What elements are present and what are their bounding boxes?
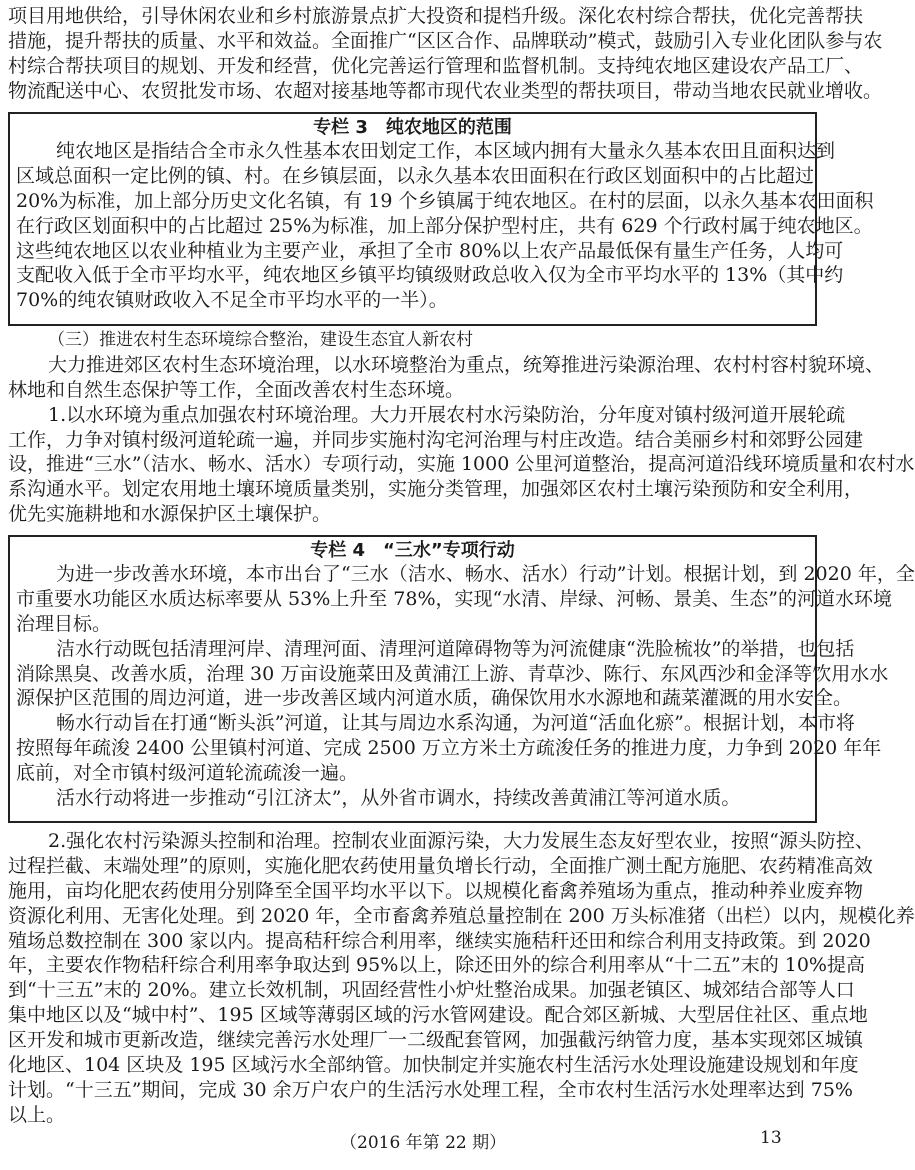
text-line: 为进一步改善水环境，本市出台了“三水（洁水、畅水、活水）行动”计划。根据计划，到 2020 年，全 — [56, 563, 915, 585]
page-number: 13 — [760, 1128, 782, 1148]
text-line: 20%为标准，加上部分历史文化名镇，有 19 个乡镇属于纯农地区。在村的层面，以永久基本农田面积 — [16, 189, 874, 212]
section-3-item-2 — [8, 829, 915, 1128]
box-3-title: 专栏 3 纯农地区的范围 — [313, 117, 512, 138]
text-line: 以上。 — [8, 1103, 66, 1126]
text-line: 2.强化农村污染源头控制和治理。控制农业面源污染，大力发展生态友好型农业，按照“源头防控、 — [48, 830, 874, 852]
box-4-title: 专栏 4 “三水”专项行动 — [310, 540, 515, 561]
box-4-paragraph — [16, 711, 882, 786]
text-line: 70%的纯农镇财政收入不足全市平均水平的一半）。 — [16, 289, 448, 312]
text-line: 集中地区以及“城中村”、195 区域等薄弱区域的污水管网建设。配合郊区新城、大型居住社区、重点地 — [8, 1004, 868, 1027]
text-line: 大力推进郊区农村生态环境治理，以水环境整治为重点，统筹推进污染源治理、农村村容村貌环境、 — [48, 353, 885, 376]
text-line: 畅水行动旨在打通“断头浜”河道，让其与周边水系沟通，为河道“活血化瘀”。根据计划，本市将 — [56, 712, 855, 735]
text-line: 在行政区划面积中的占比超过 25%为标准，加上部分保护型村庄，共有 629 个行政村属于纯农地区。 — [16, 214, 873, 237]
text-line: 治理目标。 — [16, 612, 112, 635]
text-line: 活水行动将进一步推动“引江济太”，从外省市调水，持续改善黄浦江等河道水质。 — [56, 787, 741, 810]
sidebar-box-4 — [8, 535, 915, 823]
text-line: 到“十三五”末的 20%。建立长效机制，巩固经营性小炉灶整治成果。加强老镇区、城郊结合部等人口 — [8, 979, 855, 1002]
text-line: 林地和自然生态保护等工作，全面改善农村生态环境。 — [8, 378, 465, 401]
text-line: 源保护区范围的周边河道，进一步改善区域内河道水质，确保饮用水水源地和蔬菜灌溉的用水安全。 — [16, 687, 853, 710]
text-line: 村综合帮扶项目的规划、开发和经营，优化完善运行管理和监督机制。支持纯农地区建设农产品工厂、 — [8, 54, 864, 77]
section-3 — [8, 328, 915, 527]
text-line: 设，推进“三水”（洁水、畅水、活水）专项行动，实施 1000 公里河道整治，提高河道沿线环境质量和农村水 — [8, 453, 915, 476]
sidebar-box-3 — [8, 112, 874, 326]
intro-paragraph — [8, 4, 883, 104]
issue-label: （2016 年第 22 期） — [340, 1133, 507, 1153]
text-line: 1.以水环境为重点加强农村环境治理。大力开展农村水污染防治，分年度对镇村级河道开展轮疏 — [48, 403, 846, 426]
text-line: 化地区、104 区块及 195 区域污水全部纳管。加快制定并实施农村生活污水处理设施建设规划和年度 — [8, 1054, 859, 1077]
text-line: 底前，对全市镇村级河道轮流疏浚一遍。 — [16, 762, 359, 785]
text-line: 过程拦截、末端处理”的原则，实施化肥农药使用量负增长行动，全面推广测土配方施肥、农药精准高效 — [8, 854, 873, 877]
text-line: 系沟通水平。划定农用地土壤环境质量类别，实施分类管理，加强郊区农村土壤污染预防和安全利用， — [8, 478, 864, 501]
text-line: 支配收入低于全市平均水平，纯农地区乡镇平均镇级财政总收入仅为全市平均水平的 13%（其中约 — [16, 264, 844, 287]
text-line: 这些纯农地区以农业种植业为主要产业，承担了全市 80%以上农产品最低保有量生产任务，人均可 — [16, 239, 844, 262]
text-line: 年，主要农作物秸秆综合利用率争取达到 95%以上，除还田外的综合利用率从“十二五”末的 10%提高 — [8, 954, 865, 977]
text-line: 物流配送中心、农贸批发市场、农超对接基地等都市现代农业类型的帮扶项目，带动当地农民就业增收。 — [8, 79, 883, 102]
text-line: 消除黑臭、改善水质，治理 30 万亩设施菜田及黄浦江上游、青草沙、陈行、东风西沙和金泽等饮用水水 — [16, 662, 889, 685]
box-4-paragraph — [16, 637, 889, 712]
text-line: 施用，亩均化肥农药使用分别降至全国平均水平以下。以规模化畜禽养殖场为重点，推动种养业废弃物 — [8, 879, 864, 902]
section-heading: （三）推进农村生态环境综合整治，建设生态宜人新农村 — [48, 330, 473, 350]
text-line: 市重要水功能区水质达标率要从 53%上升至 78%，实现“水清、岸绿、河畅、景美、生态”的河道水环境 — [16, 587, 892, 610]
text-line: 优先实施耕地和水源保护区土壤保护。 — [8, 503, 332, 526]
box-4-paragraph — [16, 562, 915, 637]
text-line: 区域总面积一定比例的镇、村。在乡镇层面，以永久基本农田面积在行政区划面积中的占比超过 — [16, 164, 815, 187]
text-line: 计划。“十三五”期间，完成 30 余万户农户的生活污水处理工程，全市农村生活污水处理率达到 75% — [8, 1078, 853, 1101]
text-line: 区开发和城市更新改造，继续完善污水处理厂一二级配套管网，加强截污纳管力度，基本实现郊区城镇 — [8, 1029, 864, 1052]
text-line: 纯农地区是指结合全市永久性基本农田划定工作，本区域内拥有大量永久基本农田且面积达到 — [56, 140, 836, 162]
box-4-paragraph — [16, 786, 809, 811]
text-line: 措施，提升帮扶的质量、水平和效益。全面推广“区区合作、品牌联动”模式，鼓励引入专业化团队参与农 — [8, 29, 883, 52]
text-line: 项目用地供给，引导休闲农业和乡村旅游景点扩大投资和提档升级。深化农村综合帮扶，优化完善帮扶 — [8, 5, 864, 27]
text-line: 殖场总数控制在 300 家以内。提高秸秆综合利用率，继续实施秸秆还田和综合利用支持政策。到 2020 — [8, 929, 871, 952]
text-line: 资源化利用、无害化处理。到 2020 年，全市畜禽养殖总量控制在 200 万头标准猪（出栏）以内，规模化养 — [8, 904, 915, 927]
text-line: 洁水行动既包括清理河岸、清理河面、清理河道障碍物等为河流健康“洗脸梳妆”的举措，也包括 — [56, 637, 855, 660]
text-line: 工作，力争对镇村级河道轮疏一遍，并同步实施村沟宅河治理与村庄改造。结合美丽乡村和郊野公园建 — [8, 428, 864, 451]
text-line: 按照每年疏浚 2400 公里镇村河道、完成 2500 万立方米土方疏浚任务的推进力度，力争到 2020 年年 — [16, 737, 882, 760]
